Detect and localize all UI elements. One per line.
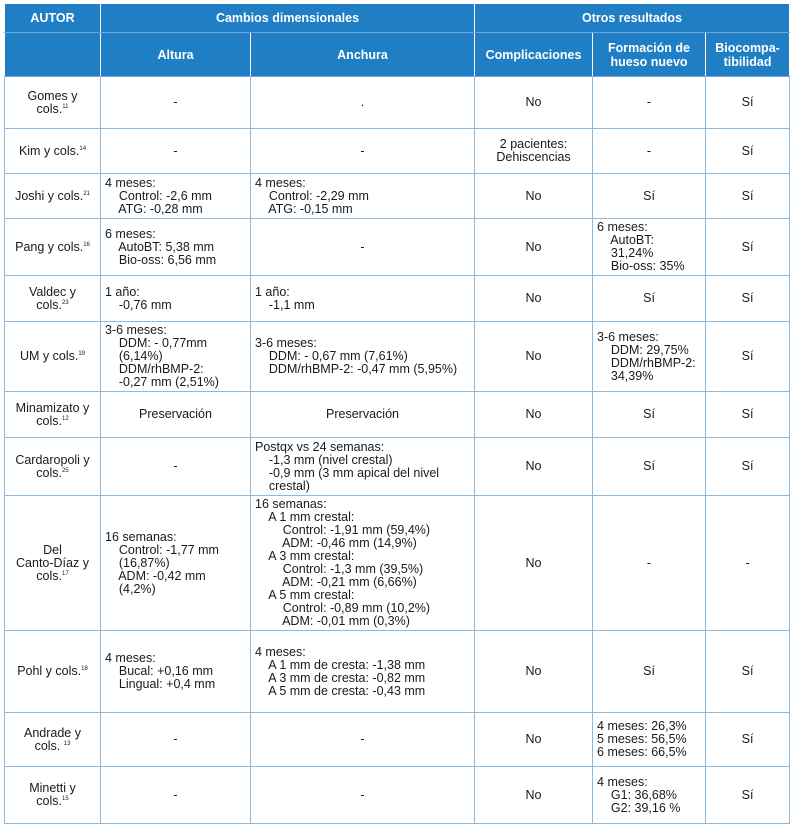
cell-line: 4 meses: bbox=[105, 651, 156, 665]
cell-line: Control: -2,6 mm bbox=[105, 188, 212, 203]
cell-complicaciones bbox=[475, 496, 593, 631]
cell-complicaciones bbox=[475, 322, 593, 392]
table-row bbox=[5, 767, 790, 824]
cell-autor bbox=[5, 438, 101, 496]
cell-line: . bbox=[360, 95, 365, 109]
author-name-line: cols. bbox=[34, 738, 64, 753]
cell-line: 6 meses: 66,5% bbox=[597, 745, 687, 759]
cell-formacion bbox=[593, 438, 706, 496]
cell-altura bbox=[101, 174, 251, 219]
author-name-line: Pohl y cols. bbox=[17, 664, 82, 678]
cell-altura bbox=[101, 129, 251, 174]
cell-line: AutoBT: 5,38 mm bbox=[105, 239, 215, 254]
cell-line: -1,3 mm (nivel crestal) bbox=[255, 452, 393, 467]
cell-altura bbox=[101, 392, 251, 438]
cell-line: Preservación bbox=[139, 407, 212, 421]
cell-line: No bbox=[525, 95, 542, 109]
cell-line: - bbox=[173, 787, 178, 802]
table-row bbox=[5, 496, 790, 631]
cell-line: - bbox=[646, 143, 652, 158]
cell-line: No bbox=[525, 407, 542, 421]
cell-line: - bbox=[360, 732, 365, 746]
cell-line: ADM: -0,46 mm (14,9%) bbox=[255, 536, 417, 550]
cell-autor bbox=[5, 631, 101, 713]
header-row-top bbox=[5, 4, 790, 33]
table-row bbox=[5, 392, 790, 438]
cell-line: - bbox=[360, 143, 365, 158]
cell-line: - bbox=[646, 555, 652, 570]
cell-altura bbox=[101, 219, 251, 276]
cell-line: DDM: - 0,67 mm (7,61%) bbox=[255, 349, 408, 363]
cell-complicaciones bbox=[475, 77, 593, 129]
author-name-line: cols. bbox=[36, 794, 62, 808]
cell-line: 2 pacientes: bbox=[499, 137, 568, 151]
cell-formacion bbox=[593, 631, 706, 713]
cell-altura bbox=[101, 496, 251, 631]
cell-line: 4 meses: bbox=[597, 774, 648, 789]
cell-line: - bbox=[360, 787, 365, 802]
cell-anchura bbox=[251, 631, 475, 713]
cell-line: No bbox=[525, 664, 542, 678]
cell-biocompatibilidad: Sí bbox=[706, 174, 790, 219]
cell-biocompatibilidad: Sí bbox=[706, 713, 790, 767]
cell-line: No bbox=[525, 787, 542, 802]
cell-line: Bio-oss: 35% bbox=[597, 259, 685, 273]
header-cambios-dimensionales: Cambios dimensionales bbox=[101, 4, 475, 33]
cell-line: 4 meses: bbox=[255, 175, 306, 190]
cell-altura bbox=[101, 438, 251, 496]
cell-line: DDM/rhBMP-2: -0,47 mm (5,95%) bbox=[255, 362, 458, 376]
cell-line: Control: -1,77 mm bbox=[105, 542, 219, 557]
cell-line: (16,87%) bbox=[105, 555, 170, 570]
cell-biocompatibilidad: Sí bbox=[706, 631, 790, 713]
cell-anchura bbox=[251, 276, 475, 322]
cell-line: No bbox=[525, 239, 542, 254]
cell-line: 4 meses: bbox=[255, 644, 306, 659]
cell-line: (6,14%) bbox=[105, 349, 163, 363]
cell-line: 1 año: bbox=[105, 284, 140, 299]
cell-autor bbox=[5, 129, 101, 174]
cell-biocompatibilidad: Sí bbox=[706, 77, 790, 129]
cell-line: G1: 36,68% bbox=[597, 787, 677, 802]
cell-biocompatibilidad: Sí bbox=[706, 219, 790, 276]
reference-number: 12 bbox=[62, 415, 69, 422]
cell-line: Control: -0,89 mm (10,2%) bbox=[255, 601, 431, 615]
cell-autor bbox=[5, 713, 101, 767]
cell-line: ADM: -0,21 mm (6,66%) bbox=[255, 575, 417, 589]
cell-biocompatibilidad: Sí bbox=[706, 438, 790, 496]
author-name-line: Gomes y bbox=[27, 88, 78, 103]
cell-biocompatibilidad: Sí bbox=[706, 276, 790, 322]
cell-biocompatibilidad: - bbox=[706, 496, 790, 631]
cell-altura bbox=[101, 276, 251, 322]
cell-line: ATG: -0,15 mm bbox=[255, 201, 353, 216]
cell-line: -1,1 mm bbox=[255, 297, 315, 312]
cell-line: Sí bbox=[643, 407, 655, 421]
cell-line: - bbox=[360, 239, 365, 254]
cell-line: Dehiscencias bbox=[496, 150, 571, 164]
header-autor: AUTOR bbox=[5, 4, 101, 33]
cell-line: 5 meses: 56,5% bbox=[597, 732, 687, 746]
cell-altura bbox=[101, 713, 251, 767]
cell-autor bbox=[5, 496, 101, 631]
cell-line: Control: -2,29 mm bbox=[255, 188, 369, 203]
cell-formacion bbox=[593, 496, 706, 631]
cell-line: ADM: -0,42 mm bbox=[105, 568, 206, 583]
cell-line: DDM: 29,75% bbox=[597, 342, 689, 357]
cell-autor bbox=[5, 767, 101, 824]
cell-line: No bbox=[525, 349, 542, 363]
cell-line: - bbox=[173, 459, 178, 473]
cell-anchura bbox=[251, 713, 475, 767]
cell-line: (4,2%) bbox=[105, 581, 156, 596]
cell-line: 3-6 meses: bbox=[255, 336, 317, 350]
cell-line: Sí bbox=[643, 188, 655, 203]
cell-line: -0,27 mm (2,51%) bbox=[105, 375, 219, 389]
table-row bbox=[5, 322, 790, 392]
reference-number: 13 bbox=[63, 740, 71, 747]
header-otros-resultados: Otros resultados bbox=[475, 4, 790, 33]
cell-anchura bbox=[251, 77, 475, 129]
cell-line: A 1 mm de cresta: -1,38 mm bbox=[255, 657, 426, 672]
reference-number: 18 bbox=[81, 665, 88, 672]
header-row-sub bbox=[5, 33, 790, 77]
cell-line: AutoBT: bbox=[597, 233, 654, 247]
cell-line: Lingual: +0,4 mm bbox=[105, 677, 216, 691]
cell-line: DDM: - 0,77mm bbox=[105, 336, 208, 350]
cell-line: Sí bbox=[643, 664, 655, 678]
cell-altura bbox=[101, 77, 251, 129]
table-row bbox=[5, 174, 790, 219]
cell-line: ATG: -0,28 mm bbox=[105, 201, 203, 216]
cell-anchura bbox=[251, 438, 475, 496]
cell-autor bbox=[5, 322, 101, 392]
table-row bbox=[5, 77, 790, 129]
cell-line: Control: -1,91 mm (59,4%) bbox=[255, 523, 431, 537]
author-name-line: Minetti y bbox=[29, 781, 76, 795]
cell-line: 6 meses: bbox=[105, 226, 156, 241]
reference-number: 11 bbox=[62, 103, 69, 110]
cell-autor bbox=[5, 174, 101, 219]
author-name-line: Joshi y cols. bbox=[15, 188, 84, 203]
cell-line: A 5 mm crestal: bbox=[255, 588, 355, 602]
cell-line: 4 meses: bbox=[105, 175, 156, 190]
cell-line: -0,76 mm bbox=[105, 297, 172, 312]
cell-line: - bbox=[173, 95, 178, 109]
author-name-line: cols. bbox=[36, 101, 63, 116]
header-complicaciones: Complicaciones bbox=[475, 33, 593, 77]
cell-complicaciones bbox=[475, 392, 593, 438]
cell-line: A 3 mm crestal: bbox=[255, 549, 355, 563]
author-name-line: Pang y cols. bbox=[15, 239, 84, 254]
cell-complicaciones bbox=[475, 174, 593, 219]
cell-complicaciones bbox=[475, 631, 593, 713]
author-name-line: Cardaropoli y bbox=[15, 452, 90, 467]
cell-altura bbox=[101, 322, 251, 392]
cell-line: 4 meses: 26,3% bbox=[597, 719, 687, 733]
reference-number: 16 bbox=[83, 241, 90, 248]
cell-autor bbox=[5, 77, 101, 129]
reference-number: 23 bbox=[62, 299, 69, 306]
table-row bbox=[5, 713, 790, 767]
cell-anchura bbox=[251, 322, 475, 392]
results-table bbox=[4, 3, 790, 824]
cell-formacion bbox=[593, 322, 706, 392]
cell-anchura bbox=[251, 129, 475, 174]
header-biocompat-line2: tibilidad bbox=[723, 54, 772, 69]
cell-line: A 1 mm crestal: bbox=[255, 510, 355, 524]
cell-line: ADM: -0,01 mm (0,3%) bbox=[255, 614, 410, 628]
cell-line: Bio-oss: 6,56 mm bbox=[105, 252, 217, 267]
cell-biocompatibilidad: Sí bbox=[706, 322, 790, 392]
cell-anchura bbox=[251, 767, 475, 824]
cell-anchura bbox=[251, 174, 475, 219]
author-name-line: Andrade y bbox=[24, 725, 81, 740]
cell-line: DDM/rhBMP-2: bbox=[597, 355, 696, 370]
header-biocompatibilidad bbox=[706, 33, 790, 77]
cell-line: Bucal: +0,16 mm bbox=[105, 664, 214, 678]
cell-line: - bbox=[173, 732, 178, 746]
author-name-line: Minamizato y bbox=[15, 400, 90, 415]
cell-formacion bbox=[593, 174, 706, 219]
cell-line: No bbox=[525, 291, 542, 305]
table-row bbox=[5, 129, 790, 174]
cell-altura bbox=[101, 631, 251, 713]
cell-formacion bbox=[593, 129, 706, 174]
reference-number: 19 bbox=[78, 350, 86, 357]
author-name-line: Del bbox=[43, 542, 62, 557]
cell-complicaciones bbox=[475, 438, 593, 496]
author-name-line: cols. bbox=[36, 297, 62, 312]
cell-autor bbox=[5, 276, 101, 322]
table-row bbox=[5, 219, 790, 276]
cell-line: A 5 mm de cresta: -0,43 mm bbox=[255, 683, 426, 698]
header-biocompat-line1: Biocompa- bbox=[715, 40, 780, 55]
cell-complicaciones bbox=[475, 767, 593, 824]
cell-line: DDM/rhBMP-2: bbox=[105, 362, 204, 376]
table-row bbox=[5, 631, 790, 713]
cell-complicaciones bbox=[475, 713, 593, 767]
cell-anchura bbox=[251, 219, 475, 276]
reference-number: 14 bbox=[79, 145, 87, 152]
header-altura: Altura bbox=[101, 33, 251, 77]
reference-number: 15 bbox=[62, 795, 69, 802]
cell-anchura bbox=[251, 496, 475, 631]
cell-anchura bbox=[251, 392, 475, 438]
cell-line: 34,39% bbox=[597, 368, 654, 383]
cell-line: - bbox=[646, 95, 652, 109]
author-name-line: cols. bbox=[36, 465, 62, 480]
cell-line: crestal) bbox=[255, 478, 310, 493]
cell-line: 16 semanas: bbox=[105, 529, 177, 544]
cell-line: Preservación bbox=[326, 407, 399, 421]
cell-biocompatibilidad: Sí bbox=[706, 392, 790, 438]
cell-line: No bbox=[525, 459, 542, 473]
cell-autor bbox=[5, 219, 101, 276]
author-name-line: Valdec y bbox=[28, 284, 76, 299]
author-name-line: Kim y cols. bbox=[18, 143, 80, 158]
cell-line: No bbox=[525, 188, 542, 203]
cell-line: - bbox=[173, 143, 178, 158]
cell-line: G2: 39,16 % bbox=[597, 800, 681, 815]
cell-line: 3-6 meses: bbox=[105, 323, 167, 337]
cell-formacion bbox=[593, 713, 706, 767]
cell-altura bbox=[101, 767, 251, 824]
cell-line: Sí bbox=[643, 291, 655, 305]
cell-line: Postqx vs 24 semanas: bbox=[255, 439, 385, 454]
reference-number: 17 bbox=[62, 570, 69, 577]
cell-formacion bbox=[593, 392, 706, 438]
author-name-line: Canto-Díaz y bbox=[16, 555, 89, 570]
cell-autor bbox=[5, 392, 101, 438]
reference-number: 25 bbox=[62, 467, 69, 474]
cell-line: 3-6 meses: bbox=[597, 329, 659, 344]
cell-line: 6 meses: bbox=[597, 220, 648, 234]
cell-line: A 3 mm de cresta: -0,82 mm bbox=[255, 670, 426, 685]
header-anchura: Anchura bbox=[251, 33, 475, 77]
cell-complicaciones bbox=[475, 219, 593, 276]
cell-line: Sí bbox=[643, 459, 655, 473]
cell-complicaciones bbox=[475, 129, 593, 174]
cell-formacion bbox=[593, 219, 706, 276]
cell-line: Control: -1,3 mm (39,5%) bbox=[255, 562, 424, 576]
cell-line: -0,9 mm (3 mm apical del nivel bbox=[255, 465, 440, 480]
cell-complicaciones bbox=[475, 276, 593, 322]
reference-number: 21 bbox=[83, 190, 90, 197]
cell-formacion bbox=[593, 276, 706, 322]
author-name-line: cols. bbox=[36, 413, 62, 428]
cell-line: No bbox=[525, 555, 542, 570]
header-blank bbox=[5, 33, 101, 77]
cell-biocompatibilidad: Sí bbox=[706, 129, 790, 174]
header-formacion-hueso: Formación de hueso nuevo bbox=[593, 33, 706, 77]
cell-formacion bbox=[593, 77, 706, 129]
author-name-line: cols. bbox=[36, 568, 62, 583]
cell-line: 1 año: bbox=[255, 284, 290, 299]
cell-biocompatibilidad: Sí bbox=[706, 767, 790, 824]
author-name-line: UM y cols. bbox=[19, 349, 79, 363]
cell-formacion bbox=[593, 767, 706, 824]
table-row bbox=[5, 438, 790, 496]
cell-line: 16 semanas: bbox=[255, 497, 327, 511]
cell-line: 31,24% bbox=[597, 246, 654, 260]
table-row bbox=[5, 276, 790, 322]
cell-line: No bbox=[525, 732, 542, 746]
